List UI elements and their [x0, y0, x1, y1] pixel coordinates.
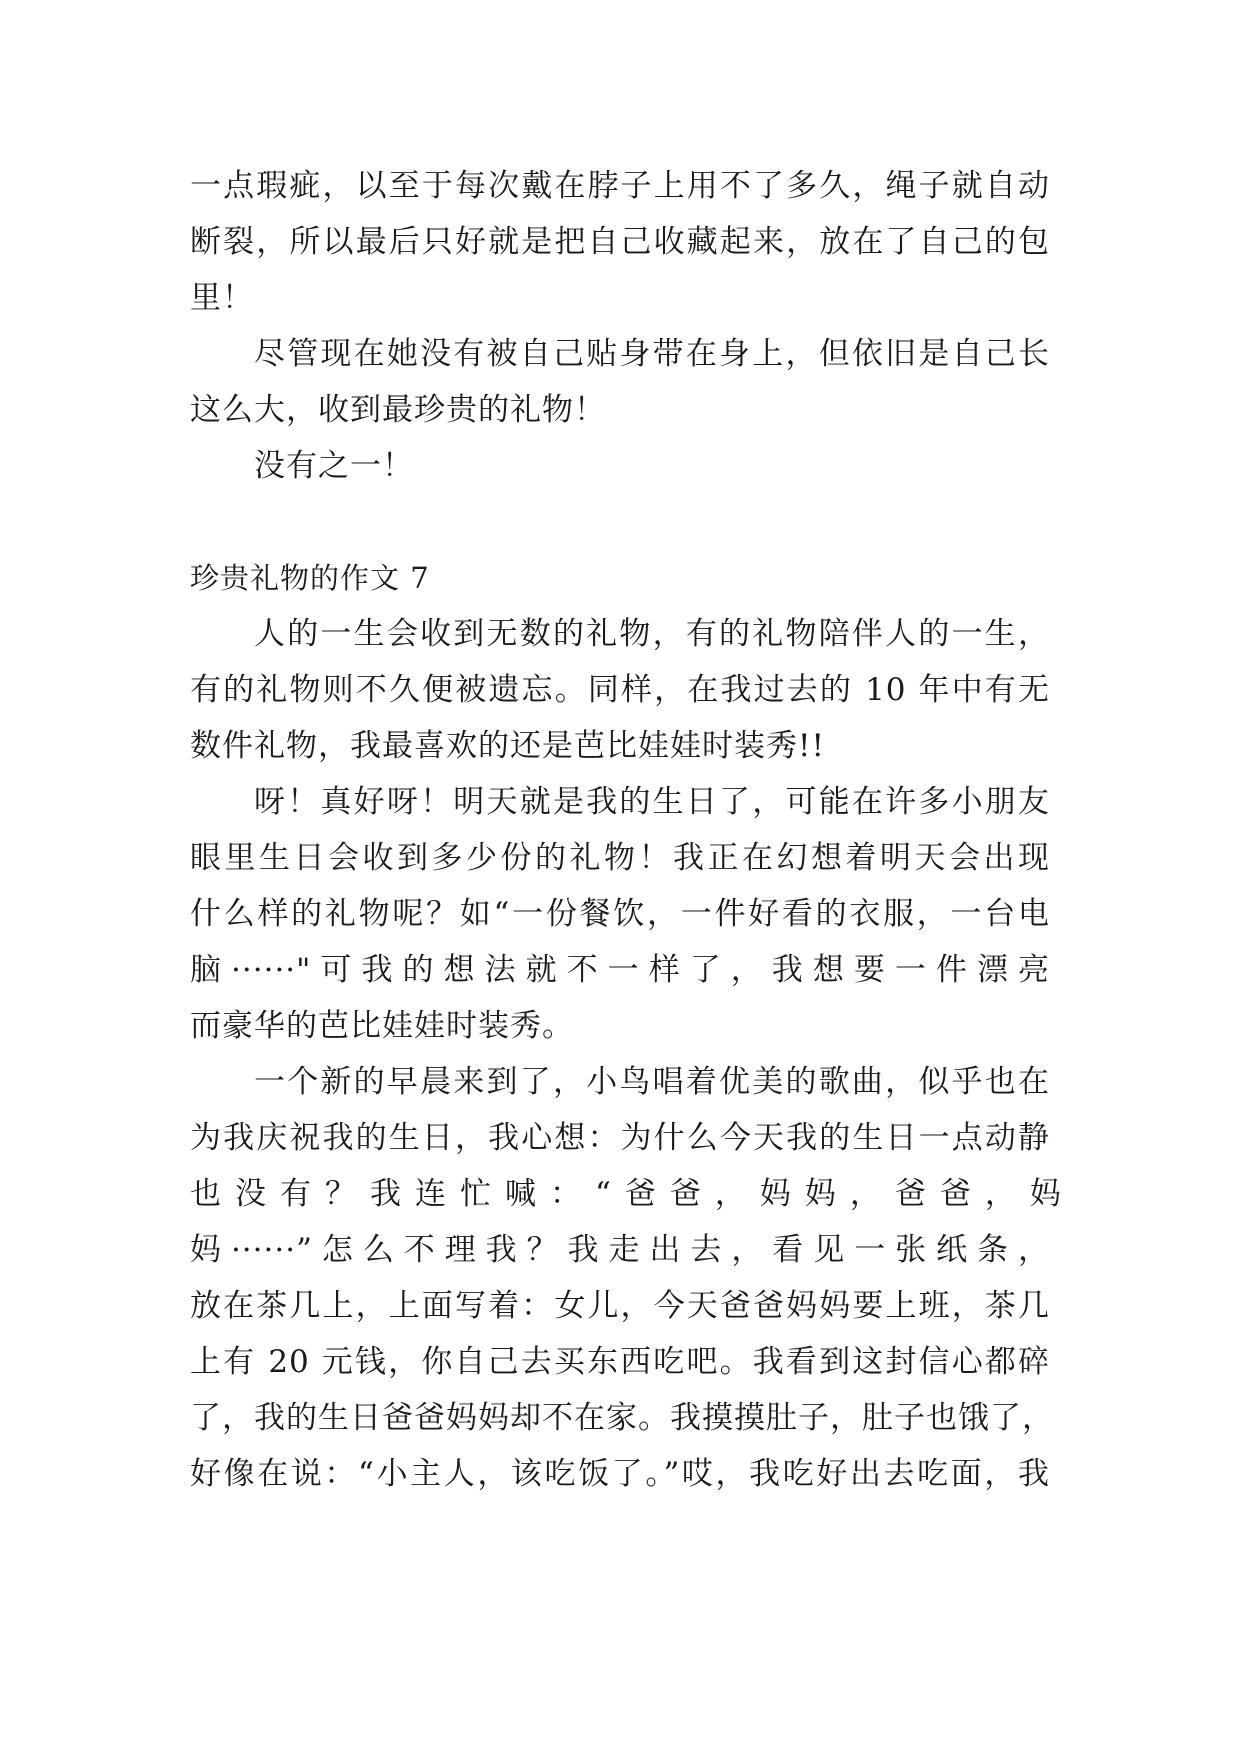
- text-line: 眼里生日会收到多少份的礼物！我正在幻想着明天会出现: [190, 840, 1050, 876]
- section-title: 珍贵礼物的作文 7: [190, 561, 430, 595]
- text-line: 尽管现在她没有被自己贴身带在身上，但依旧是自己长: [254, 336, 1050, 372]
- text-line: 妈······”怎么不理我？我走出去，看见一张纸条，: [190, 1232, 1050, 1268]
- paragraph: [190, 774, 1050, 1054]
- paragraph: [190, 606, 1050, 774]
- text-line: 数件礼物，我最喜欢的还是芭比娃娃时装秀!!: [190, 728, 825, 764]
- text-line: 有的礼物则不久便被遗忘。同样，在我过去的 10 年中有无: [190, 672, 1050, 708]
- paragraph: [190, 438, 1050, 494]
- document-body: [190, 158, 1075, 1502]
- text-line: 什么样的礼物呢？如“一份餐饮，一件好看的衣服，一台电: [190, 896, 1050, 932]
- paragraph: [190, 158, 1050, 326]
- text-line: 人的一生会收到无数的礼物，有的礼物陪伴人的一生，: [254, 616, 1050, 652]
- text-line: 一点瑕疵，以至于每次戴在脖子上用不了多久，绳子就自动: [190, 168, 1050, 204]
- text-line: 断裂，所以最后只好就是把自己收藏起来，放在了自己的包: [190, 224, 1050, 260]
- blank-line: [190, 494, 1050, 550]
- text-line: 了，我的生日爸爸妈妈却不在家。我摸摸肚子，肚子也饿了，: [190, 1400, 1054, 1436]
- text-line: 而豪华的芭比娃娃时装秀。: [190, 1008, 574, 1044]
- text-line: 这么大，收到最珍贵的礼物！: [190, 392, 606, 428]
- text-line: 一个新的早晨来到了，小鸟唱着优美的歌曲，似乎也在: [254, 1064, 1050, 1100]
- text-line: 为我庆祝我的生日，我心想：为什么今天我的生日一点动静: [190, 1120, 1050, 1156]
- paragraph: [190, 326, 1050, 438]
- paragraph: [190, 1054, 1075, 1502]
- text-line: 也没有？我连忙喊：“爸爸，妈妈，爸爸，妈: [190, 1176, 1075, 1212]
- text-line: 没有之一！: [254, 448, 414, 484]
- text-line: 好像在说：“小主人，该吃饭了。”哎，我吃好出去吃面，我: [190, 1456, 1050, 1492]
- text-line: 上有 20 元钱，你自己去买东西吃吧。我看到这封信心都碎: [190, 1344, 1050, 1380]
- text-line: 放在茶几上，上面写着：女儿，今天爸爸妈妈要上班，茶几: [190, 1288, 1050, 1324]
- text-line: 脑······"可我的想法就不一样了，我想要一件漂亮: [190, 952, 1050, 988]
- text-line: 里！: [190, 280, 254, 316]
- text-line: 呀！真好呀！明天就是我的生日了，可能在许多小朋友: [254, 784, 1050, 820]
